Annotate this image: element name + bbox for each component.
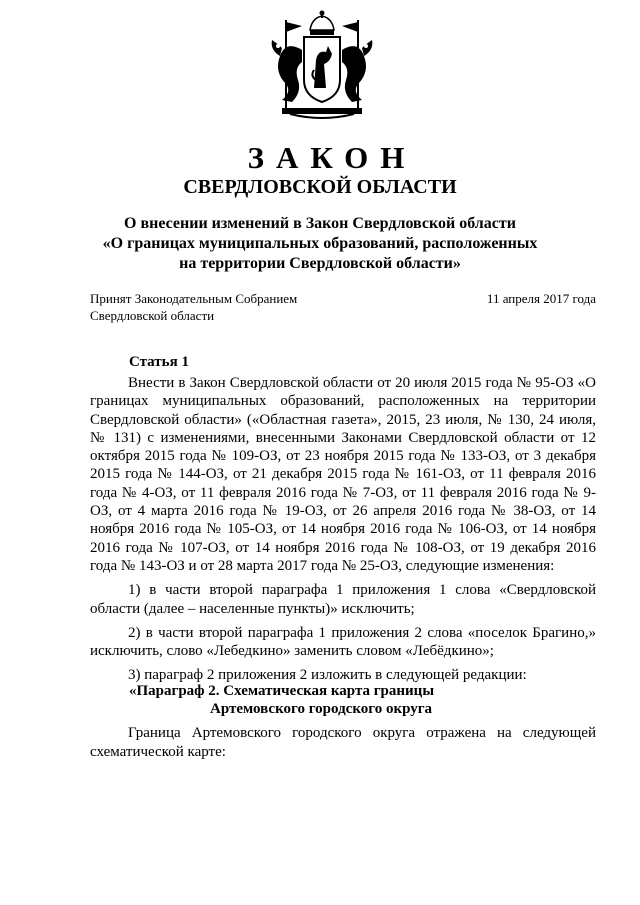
title-line: «О границах муниципальных образований, расположенных: [102, 235, 538, 252]
title-line: О внесении изменений в Закон Свердловской области: [124, 215, 516, 232]
article-intro: Внести в Закон Свердловской области от 20 июля 2015 года № 95-ОЗ «О границах муниципальных образований, расположенных на территории Свердловской области» («Областная газета», 2015, 23 июля, № 130, 24 июля, № 131) с изменениями, внесенными Законами Свердловской области от 12 октября 2015 года № 109-ОЗ, от 23 ноября 2015 года № 133-ОЗ, от 3 декабря 2015 года № 144-ОЗ, от 21 декабря 2015 года № 161-ОЗ, от 11 февраля 2016 года № 4-ОЗ, от 11 февраля 2016 года № 7-ОЗ, от 11 февраля 2016 года № 9-ОЗ, от 4 марта 2016 года № 19-ОЗ, от 26 апреля 2016 года № 38-ОЗ, от 14 ноября 2016 года № 105-ОЗ, от 14 ноября 2016 года № 106-ОЗ, от 14 ноября 2016 года № 107-ОЗ, от 14 ноября 2016 года № 108-ОЗ, от 19 декабря 2016 года № 143-ОЗ и от 28 марта 2017 года № 25-ОЗ, следующие изменения:: [90, 375, 596, 574]
paragraph-title-line: «Параграф 2. Схематическая карта границы: [129, 683, 435, 699]
article-item: 3) параграф 2 приложения 2 изложить в следующей редакции:: [128, 667, 527, 684]
paragraph-title-line: Артемовского городского округа: [210, 701, 433, 717]
article-body: [90, 374, 596, 685]
paragraph-title: [129, 682, 434, 718]
adopted-by: [90, 290, 297, 324]
adopted-line: Принят Законодательным Собранием: [90, 291, 298, 306]
paragraph-body: [90, 724, 596, 762]
adopted-line: Свердловской области: [90, 308, 215, 323]
document-region: СВЕРДЛОВСКОЙ ОБЛАСТИ: [183, 176, 457, 198]
adoption-date: 11 апреля 2017 года: [486, 291, 596, 306]
title-line: на территории Свердловской области»: [179, 255, 461, 272]
article-item: 1) в части второй параграфа 1 приложения 1 слова «Свердловской области (далее – населенные пункты)» исключить;: [90, 582, 596, 617]
article-item: 2) в части второй параграфа 1 приложения 2 слова «поселок Брагино,» исключить, слово «Лебедкино» заменить словом «Лебёдкино»;: [90, 624, 596, 660]
paragraph-text: Граница Артемовского городского округа отражена на следующей схематической карте:: [90, 725, 596, 760]
coat-of-arms-icon: [252, 10, 392, 122]
document-title: [90, 214, 550, 274]
document-type: ЗАКОН: [247, 140, 417, 175]
article-heading: Статья 1: [129, 354, 189, 370]
